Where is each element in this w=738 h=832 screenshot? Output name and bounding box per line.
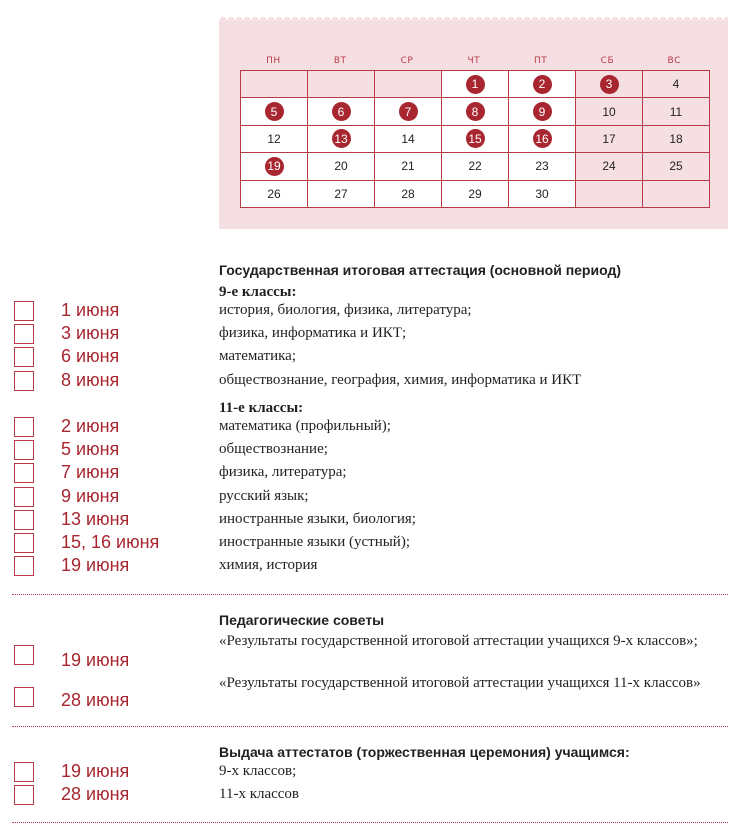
list-item xyxy=(0,299,738,322)
certificates-title: Выдача аттестатов (торжественная церемония) учащимся: xyxy=(219,744,630,760)
calendar-day-number: 25 xyxy=(669,159,683,174)
calendar-day-number: 23 xyxy=(535,159,549,174)
calendar-day-number: 12 xyxy=(267,131,281,146)
checkbox[interactable] xyxy=(14,417,34,437)
calendar-empty-cell xyxy=(576,181,643,208)
calendar-day-number: 8 xyxy=(466,102,485,121)
calendar-day-number: 27 xyxy=(334,186,348,201)
calendar-day-number: 9 xyxy=(533,102,552,121)
checkbox[interactable] xyxy=(14,645,34,665)
calendar-empty-cell xyxy=(375,71,442,98)
list-item xyxy=(0,508,738,531)
list-item xyxy=(0,531,738,554)
calendar-day-number: 3 xyxy=(600,75,619,94)
item-date: 6 июня xyxy=(61,346,120,367)
calendar-day-number: 4 xyxy=(672,77,680,92)
calendar-day-number: 7 xyxy=(399,102,418,121)
weekday-label: СР xyxy=(400,56,414,66)
calendar-day-cell xyxy=(643,71,710,98)
calendar-day-cell xyxy=(576,98,643,125)
calendar-day-number: 13 xyxy=(332,129,351,148)
item-date: 2 июня xyxy=(61,416,120,436)
weekday-label: ЧТ xyxy=(467,56,481,66)
calendar-day-cell xyxy=(375,98,442,125)
calendar-day-cell xyxy=(576,126,643,153)
checkbox[interactable] xyxy=(14,510,34,530)
item-subjects: химия, история xyxy=(219,557,318,574)
checkbox[interactable] xyxy=(14,324,34,344)
list-item xyxy=(0,369,738,392)
calendar-day-cell xyxy=(375,126,442,153)
calendar-day-cell xyxy=(643,126,710,153)
calendar-day-cell xyxy=(442,98,509,125)
calendar-day-number: 11 xyxy=(669,104,683,119)
checkbox[interactable] xyxy=(14,487,34,507)
calendar-day-cell xyxy=(241,153,308,180)
calendar-day-cell xyxy=(241,126,308,153)
calendar-day-cell xyxy=(442,153,509,180)
item-date: 15, 16 июня xyxy=(61,532,160,552)
calendar-empty-cell xyxy=(308,71,375,98)
list-item xyxy=(0,554,738,577)
list-item xyxy=(0,760,738,783)
calendar-day-number: 17 xyxy=(602,131,616,146)
gia-title: Государственная итоговая аттестация (основной период) xyxy=(219,262,622,278)
calendar-day-cell xyxy=(375,153,442,180)
checkbox[interactable] xyxy=(14,687,34,707)
calendar-day-number: 2 xyxy=(533,75,552,94)
checkbox[interactable] xyxy=(14,440,34,460)
checkbox[interactable] xyxy=(14,556,34,576)
item-subjects: физика, литература; xyxy=(219,464,347,481)
list-item xyxy=(0,322,738,345)
calendar-day-number: 1 xyxy=(466,75,485,94)
weekday-label: ПТ xyxy=(533,56,548,66)
item-date: 8 июня xyxy=(61,369,120,390)
calendar-day-number: 6 xyxy=(332,102,351,121)
calendar-empty-cell xyxy=(643,181,710,208)
calendar-day-number: 5 xyxy=(265,102,284,121)
item-date: 19 июня xyxy=(61,761,130,781)
item-text: «Результаты государственной итоговой аттестации учащихся 9-х классов»; xyxy=(219,633,698,649)
calendar-perforated-edge xyxy=(219,14,728,20)
item-date: 28 июня xyxy=(61,690,130,710)
calendar-day-cell xyxy=(375,181,442,208)
calendar-weekday-header xyxy=(240,56,708,70)
checkbox[interactable] xyxy=(14,371,34,391)
calendar-day-cell xyxy=(509,153,576,180)
checkbox[interactable] xyxy=(14,463,34,483)
calendar-empty-cell xyxy=(241,71,308,98)
list-item xyxy=(0,438,738,461)
calendar-day-number: 10 xyxy=(602,104,616,119)
item-date: 19 июня xyxy=(61,650,130,670)
item-date: 5 июня xyxy=(61,439,120,460)
item-subjects: иностранные языки, биология; xyxy=(219,510,416,527)
calendar-day-number: 20 xyxy=(334,159,348,174)
item-subjects: иностранные языки (устный); xyxy=(219,534,410,550)
item-subjects: история, биология, физика, литература; xyxy=(219,302,472,318)
list-item xyxy=(0,783,738,806)
calendar-day-number: 30 xyxy=(535,186,549,201)
calendar-day-cell xyxy=(442,181,509,208)
weekday-label: СБ xyxy=(600,56,615,66)
calendar-day-number: 16 xyxy=(533,129,552,148)
calendar-grid xyxy=(240,70,710,208)
calendar-day-cell xyxy=(643,98,710,125)
calendar-day-number: 29 xyxy=(468,186,482,201)
calendar-day-number: 21 xyxy=(401,159,415,174)
item-subjects: обществознание, география, химия, информатика и ИКТ xyxy=(219,371,582,388)
calendar-day-cell xyxy=(576,153,643,180)
calendar-day-cell xyxy=(308,153,375,180)
item-text: «Результаты государственной итоговой аттестации учащихся 11-х классов» xyxy=(219,675,701,691)
calendar-day-cell xyxy=(308,126,375,153)
calendar-day-cell xyxy=(308,98,375,125)
item-text: 9-х классов; xyxy=(219,763,297,779)
item-date: 13 июня xyxy=(61,508,130,529)
item-subjects: математика; xyxy=(219,348,296,365)
councils-title: Педагогические советы xyxy=(219,612,385,628)
calendar-day-cell xyxy=(308,181,375,208)
calendar-day-cell xyxy=(509,71,576,98)
item-date: 19 июня xyxy=(61,555,130,576)
calendar-day-cell xyxy=(241,98,308,125)
calendar-day-cell xyxy=(576,71,643,98)
item-date: 9 июня xyxy=(61,485,120,506)
item-subjects: русский язык; xyxy=(219,487,309,504)
item-subjects: математика (профильный); xyxy=(219,418,391,434)
weekday-label: ВС xyxy=(667,56,681,66)
calendar-day-number: 28 xyxy=(401,186,415,201)
item-subjects: обществознание; xyxy=(219,441,328,458)
section-divider xyxy=(12,594,728,595)
calendar-day-cell xyxy=(442,126,509,153)
calendar-day-cell xyxy=(509,98,576,125)
list-item xyxy=(0,415,738,438)
calendar-day-cell xyxy=(509,126,576,153)
weekday-label: ПН xyxy=(266,56,281,66)
calendar-day-number: 14 xyxy=(401,131,415,146)
section-divider xyxy=(12,822,728,823)
item-date: 7 июня xyxy=(61,462,120,483)
item-date: 3 июня xyxy=(61,323,120,344)
item-date: 1 июня xyxy=(61,300,120,320)
calendar-day-number: 18 xyxy=(669,131,683,146)
calendar-day-number: 15 xyxy=(466,129,485,148)
calendar-day-number: 19 xyxy=(265,157,284,176)
list-item xyxy=(0,485,738,508)
grade9-label: 9-е классы: xyxy=(219,284,297,300)
checkbox[interactable] xyxy=(14,762,34,782)
calendar-day-number: 22 xyxy=(468,159,482,174)
checkbox[interactable] xyxy=(14,785,34,805)
item-subjects: физика, информатика и ИКТ; xyxy=(219,325,407,342)
calendar-day-cell xyxy=(442,71,509,98)
calendar-day-number: 24 xyxy=(602,159,616,174)
calendar xyxy=(219,20,728,229)
checkbox[interactable] xyxy=(14,301,34,321)
item-date: 28 июня xyxy=(61,784,130,804)
section-divider xyxy=(12,726,728,727)
checkbox[interactable] xyxy=(14,533,34,553)
item-text: 11-х классов xyxy=(219,786,300,802)
list-item xyxy=(0,345,738,368)
weekday-label: ВТ xyxy=(333,56,347,66)
calendar-day-cell xyxy=(241,181,308,208)
calendar-day-number: 26 xyxy=(267,186,281,201)
calendar-day-cell xyxy=(643,153,710,180)
grade11-label: 11-е классы: xyxy=(219,400,304,416)
list-item xyxy=(0,461,738,484)
checkbox[interactable] xyxy=(14,347,34,367)
calendar-day-cell xyxy=(509,181,576,208)
